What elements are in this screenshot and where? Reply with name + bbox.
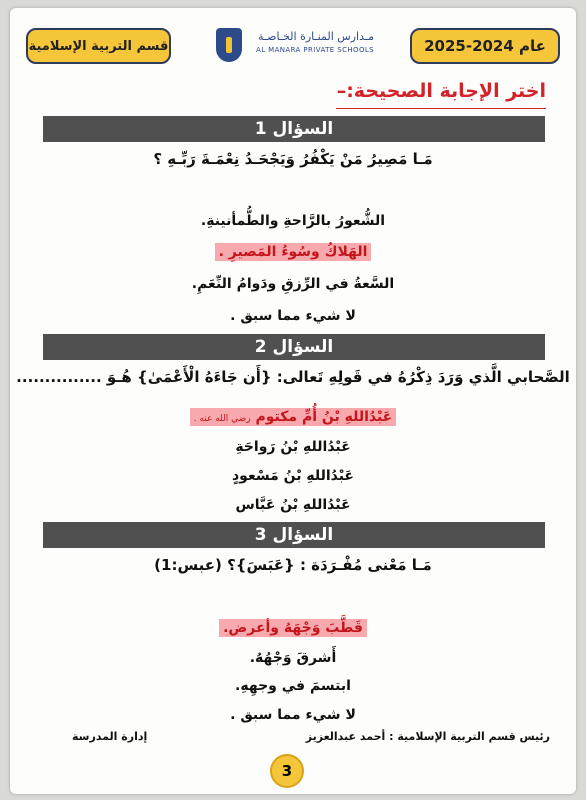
question-3-option-1-selected[interactable] [10,620,576,636]
answer-highlight: الهَلاكُ وسُوءُ المَصيرِ . [215,243,372,261]
honorific-text: رضي الله عنه . [193,414,251,424]
question-3-text: مَـا مَعْنى مُفْـرَدَة : {عَبَسَ}؟ (عبس:1) [154,556,432,574]
question-3-option-4[interactable]: لا شيء مما سبق . [230,707,356,723]
question-3-option-3[interactable]: ابتسمَ في وجهِهِ. [235,678,351,694]
question-1-option-4[interactable]: لا شيء مما سبق . [230,308,356,324]
question-1-option-3[interactable]: السَّعةُ في الرِّزقِ ودَوامُ النِّعَمِ. [191,276,395,292]
answer-highlight [190,408,397,426]
question-2-header: السؤال 2 [43,334,545,360]
school-administration-label: إدارة المدرسة [72,730,148,743]
question-2-option-4[interactable]: عَبْدُاللهِ بْنُ عَبَّاس [235,497,351,513]
question-3-header: السؤال 3 [43,522,545,548]
school-logo [210,24,376,72]
question-2-option-3[interactable]: عَبْدُاللهِ بْنُ مَسْعودٍ [231,468,354,484]
question-3-option-2[interactable]: أَشرقَ وَجْهُهُ. [249,650,337,666]
school-crest-icon [216,28,242,62]
question-2-option-1-selected[interactable] [10,409,576,425]
question-2-option-2[interactable]: عَبْدُاللهِ بْنُ رَواحَةِ [235,439,351,455]
instruction-underline [336,108,546,109]
worksheet-page [10,8,576,794]
page-number-badge: 3 [270,754,304,788]
school-name-english: AL MANARA PRIVATE SCHOOLS [256,46,374,54]
question-1-text: مَـا مَصِيرُ مَنْ يَكْفُرُ وَيَجْحَـدُ نِعْمَـةَ رَبِّـهِ ؟ [153,150,433,168]
question-1-option-1[interactable]: الشُّعورُ بالرَّاحةِ والطُّمأنينةِ. [200,213,386,229]
department-head-signature: رئيس قسم التربية الإسلامية : أحمد عبدالعزيز [305,730,550,743]
answer-text: عَبْدُاللهِ بْنُ أُمِّ مكتوم [255,409,393,425]
question-2-text: الصَّحابي الَّذي وَرَدَ ذِكْرُهُ في قَولِهِ تَعالى: {أَن جَاءَهُ الْأَعْمَىٰ} هُـوَ ............... [16,368,570,386]
answer-highlight: قَطَّبَ وَجْهَهُ وأعرض. [219,619,367,637]
school-name-arabic: مـدارس المنـارة الخـاصـة [258,30,374,43]
year-badge: عام 2024-2025 [410,28,560,64]
question-1-option-2-selected[interactable] [10,244,576,260]
instruction-heading: اختر الإجابة الصحيحة:– [336,80,546,102]
department-badge: قسم التربية الإسلامية [26,28,171,64]
question-1-header: السؤال 1 [43,116,545,142]
